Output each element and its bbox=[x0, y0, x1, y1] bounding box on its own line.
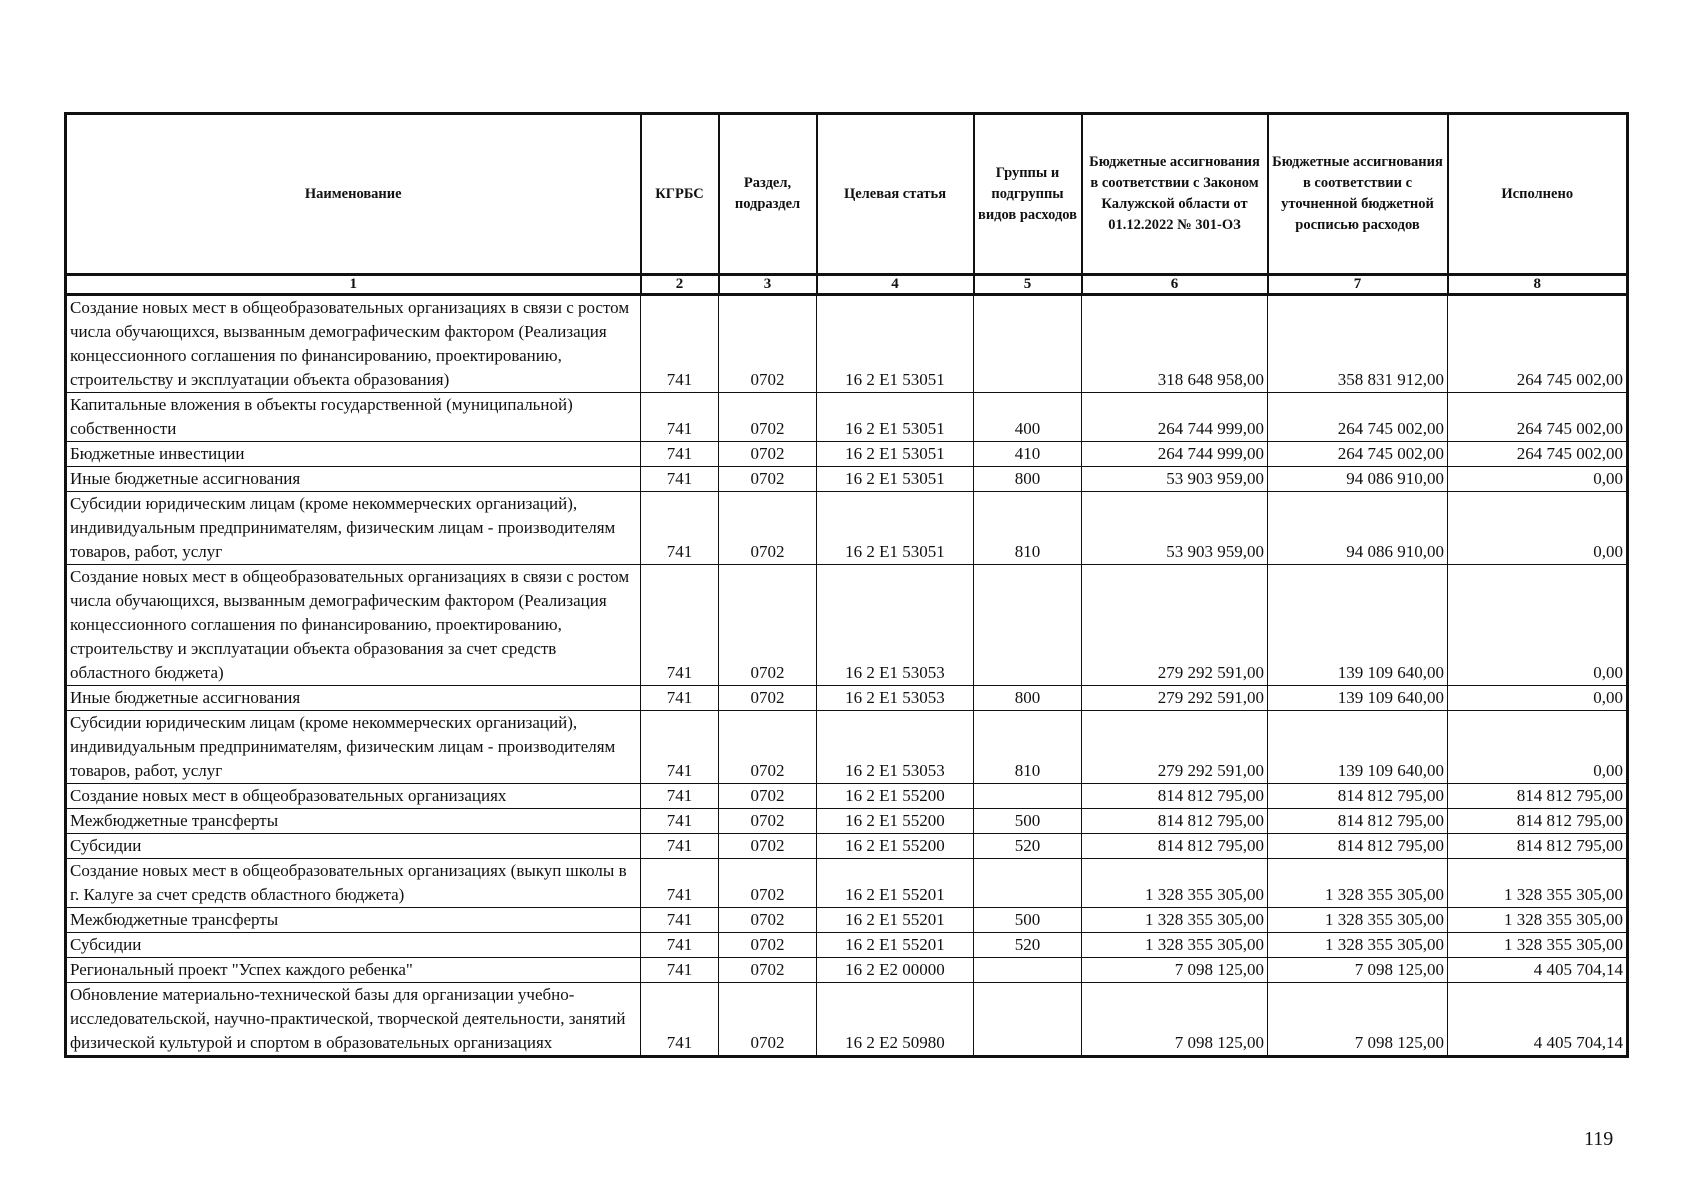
cell-name: Межбюджетные трансферты bbox=[66, 809, 641, 834]
cell-name: Региональный проект "Успех каждого ребенка" bbox=[66, 958, 641, 983]
cell-name: Обновление материально-технической базы для организации учебно-исследовательской, научно-практической, творческой деятельности, занятий физической культурой и спортом в образовательных организациях bbox=[66, 983, 641, 1057]
cell-executed-amount: 4 405 704,14 bbox=[1448, 958, 1628, 983]
cell-kgrbs: 741 bbox=[641, 686, 719, 711]
cell-name: Субсидии юридическим лицам (кроме некоммерческих организаций), индивидуальным предпринимателям, физическим лицам - производителям товаров, работ, услуг bbox=[66, 492, 641, 565]
cell-refined-amount: 1 328 355 305,00 bbox=[1268, 933, 1448, 958]
table-row bbox=[66, 442, 1628, 467]
header-name: Наименование bbox=[66, 114, 641, 275]
cell-kgrbs: 741 bbox=[641, 834, 719, 859]
cell-group bbox=[974, 983, 1082, 1057]
cell-name: Субсидии bbox=[66, 933, 641, 958]
cell-law-amount: 1 328 355 305,00 bbox=[1082, 908, 1268, 933]
cell-name: Капитальные вложения в объекты государственной (муниципальной) собственности bbox=[66, 393, 641, 442]
table-row bbox=[66, 809, 1628, 834]
header-target: Целевая статья bbox=[817, 114, 974, 275]
cell-group: 800 bbox=[974, 467, 1082, 492]
column-number: 1 bbox=[66, 275, 641, 295]
cell-refined-amount: 139 109 640,00 bbox=[1268, 686, 1448, 711]
table-row bbox=[66, 908, 1628, 933]
cell-executed-amount: 0,00 bbox=[1448, 565, 1628, 686]
cell-refined-amount: 139 109 640,00 bbox=[1268, 711, 1448, 784]
table-row bbox=[66, 834, 1628, 859]
cell-section: 0702 bbox=[719, 711, 817, 784]
cell-group: 500 bbox=[974, 908, 1082, 933]
cell-target: 16 2 E1 53051 bbox=[817, 393, 974, 442]
table-row bbox=[66, 565, 1628, 686]
cell-section: 0702 bbox=[719, 933, 817, 958]
column-number: 5 bbox=[974, 275, 1082, 295]
cell-name: Субсидии юридическим лицам (кроме некоммерческих организаций), индивидуальным предпринимателям, физическим лицам - производителям товаров, работ, услуг bbox=[66, 711, 641, 784]
cell-target: 16 2 E1 55201 bbox=[817, 908, 974, 933]
cell-target: 16 2 E1 53053 bbox=[817, 686, 974, 711]
header-executed: Исполнено bbox=[1448, 114, 1628, 275]
cell-kgrbs: 741 bbox=[641, 784, 719, 809]
cell-group: 800 bbox=[974, 686, 1082, 711]
cell-executed-amount: 0,00 bbox=[1448, 711, 1628, 784]
table-row bbox=[66, 467, 1628, 492]
cell-law-amount: 7 098 125,00 bbox=[1082, 958, 1268, 983]
column-number: 4 bbox=[817, 275, 974, 295]
cell-section: 0702 bbox=[719, 467, 817, 492]
cell-group: 500 bbox=[974, 809, 1082, 834]
cell-name: Создание новых мест в общеобразовательных организациях (выкуп школы в г. Калуге за счет средств областного бюджета) bbox=[66, 859, 641, 908]
cell-section: 0702 bbox=[719, 492, 817, 565]
table-row bbox=[66, 393, 1628, 442]
cell-group: 410 bbox=[974, 442, 1082, 467]
cell-group: 400 bbox=[974, 393, 1082, 442]
cell-target: 16 2 E1 53051 bbox=[817, 442, 974, 467]
cell-target: 16 2 E1 53053 bbox=[817, 565, 974, 686]
cell-kgrbs: 741 bbox=[641, 492, 719, 565]
cell-law-amount: 53 903 959,00 bbox=[1082, 492, 1268, 565]
cell-law-amount: 279 292 591,00 bbox=[1082, 565, 1268, 686]
table-row bbox=[66, 784, 1628, 809]
cell-refined-amount: 814 812 795,00 bbox=[1268, 809, 1448, 834]
cell-section: 0702 bbox=[719, 958, 817, 983]
cell-section: 0702 bbox=[719, 393, 817, 442]
cell-kgrbs: 741 bbox=[641, 467, 719, 492]
column-number: 7 bbox=[1268, 275, 1448, 295]
cell-kgrbs: 741 bbox=[641, 983, 719, 1057]
table-row bbox=[66, 711, 1628, 784]
cell-law-amount: 1 328 355 305,00 bbox=[1082, 859, 1268, 908]
table-row bbox=[66, 686, 1628, 711]
header-refined: Бюджетные ассигнования в соответствии с уточненной бюджетной росписью расходов bbox=[1268, 114, 1448, 275]
column-number: 6 bbox=[1082, 275, 1268, 295]
cell-executed-amount: 814 812 795,00 bbox=[1448, 784, 1628, 809]
cell-kgrbs: 741 bbox=[641, 908, 719, 933]
cell-refined-amount: 264 745 002,00 bbox=[1268, 442, 1448, 467]
cell-section: 0702 bbox=[719, 686, 817, 711]
cell-kgrbs: 741 bbox=[641, 711, 719, 784]
table-row bbox=[66, 933, 1628, 958]
cell-executed-amount: 0,00 bbox=[1448, 686, 1628, 711]
cell-refined-amount: 814 812 795,00 bbox=[1268, 834, 1448, 859]
cell-law-amount: 318 648 958,00 bbox=[1082, 295, 1268, 393]
cell-law-amount: 814 812 795,00 bbox=[1082, 784, 1268, 809]
cell-executed-amount: 814 812 795,00 bbox=[1448, 834, 1628, 859]
cell-group: 520 bbox=[974, 834, 1082, 859]
cell-name: Иные бюджетные ассигнования bbox=[66, 686, 641, 711]
header-kgrbs: КГРБС bbox=[641, 114, 719, 275]
cell-refined-amount: 139 109 640,00 bbox=[1268, 565, 1448, 686]
cell-refined-amount: 1 328 355 305,00 bbox=[1268, 908, 1448, 933]
cell-target: 16 2 E1 53053 bbox=[817, 711, 974, 784]
table-row bbox=[66, 859, 1628, 908]
cell-group: 810 bbox=[974, 711, 1082, 784]
cell-group bbox=[974, 295, 1082, 393]
cell-name: Создание новых мест в общеобразовательных организациях в связи с ростом числа обучающихся, вызванным демографическим фактором (Реализация концессионного соглашения по финансированию, проектированию, строительству и эксплуатации объекта образования) bbox=[66, 295, 641, 393]
cell-law-amount: 264 744 999,00 bbox=[1082, 393, 1268, 442]
cell-law-amount: 814 812 795,00 bbox=[1082, 834, 1268, 859]
cell-executed-amount: 1 328 355 305,00 bbox=[1448, 908, 1628, 933]
cell-target: 16 2 E1 53051 bbox=[817, 467, 974, 492]
cell-section: 0702 bbox=[719, 859, 817, 908]
cell-target: 16 2 E2 50980 bbox=[817, 983, 974, 1057]
cell-executed-amount: 1 328 355 305,00 bbox=[1448, 859, 1628, 908]
cell-law-amount: 279 292 591,00 bbox=[1082, 711, 1268, 784]
header-groups: Группы и подгруппы видов расходов bbox=[974, 114, 1082, 275]
cell-name: Межбюджетные трансферты bbox=[66, 908, 641, 933]
cell-refined-amount: 264 745 002,00 bbox=[1268, 393, 1448, 442]
cell-target: 16 2 E1 53051 bbox=[817, 295, 974, 393]
cell-target: 16 2 E1 55201 bbox=[817, 933, 974, 958]
cell-law-amount: 279 292 591,00 bbox=[1082, 686, 1268, 711]
cell-section: 0702 bbox=[719, 834, 817, 859]
cell-target: 16 2 E1 55200 bbox=[817, 809, 974, 834]
cell-refined-amount: 358 831 912,00 bbox=[1268, 295, 1448, 393]
cell-law-amount: 814 812 795,00 bbox=[1082, 809, 1268, 834]
table-row bbox=[66, 983, 1628, 1057]
cell-name: Создание новых мест в общеобразовательных организациях в связи с ростом числа обучающихся, вызванным демографическим фактором (Реализация концессионного соглашения по финансированию, проектированию, строительству и эксплуатации объекта образования за счет средств областного бюджета) bbox=[66, 565, 641, 686]
cell-executed-amount: 1 328 355 305,00 bbox=[1448, 933, 1628, 958]
cell-kgrbs: 741 bbox=[641, 442, 719, 467]
cell-executed-amount: 0,00 bbox=[1448, 492, 1628, 565]
table-row bbox=[66, 492, 1628, 565]
header-section: Раздел, подраздел bbox=[719, 114, 817, 275]
cell-section: 0702 bbox=[719, 784, 817, 809]
cell-section: 0702 bbox=[719, 442, 817, 467]
cell-executed-amount: 264 745 002,00 bbox=[1448, 442, 1628, 467]
cell-kgrbs: 741 bbox=[641, 809, 719, 834]
cell-name: Иные бюджетные ассигнования bbox=[66, 467, 641, 492]
cell-group bbox=[974, 565, 1082, 686]
cell-refined-amount: 7 098 125,00 bbox=[1268, 983, 1448, 1057]
cell-refined-amount: 1 328 355 305,00 bbox=[1268, 859, 1448, 908]
column-number: 8 bbox=[1448, 275, 1628, 295]
cell-law-amount: 53 903 959,00 bbox=[1082, 467, 1268, 492]
cell-section: 0702 bbox=[719, 983, 817, 1057]
cell-executed-amount: 814 812 795,00 bbox=[1448, 809, 1628, 834]
cell-law-amount: 7 098 125,00 bbox=[1082, 983, 1268, 1057]
cell-kgrbs: 741 bbox=[641, 933, 719, 958]
cell-group: 810 bbox=[974, 492, 1082, 565]
cell-executed-amount: 0,00 bbox=[1448, 467, 1628, 492]
cell-section: 0702 bbox=[719, 565, 817, 686]
header-row bbox=[66, 114, 1628, 275]
cell-group: 520 bbox=[974, 933, 1082, 958]
cell-refined-amount: 814 812 795,00 bbox=[1268, 784, 1448, 809]
cell-section: 0702 bbox=[719, 908, 817, 933]
cell-law-amount: 264 744 999,00 bbox=[1082, 442, 1268, 467]
budget-table bbox=[64, 112, 1629, 1058]
cell-target: 16 2 E2 00000 bbox=[817, 958, 974, 983]
cell-target: 16 2 E1 53051 bbox=[817, 492, 974, 565]
cell-kgrbs: 741 bbox=[641, 958, 719, 983]
table-row bbox=[66, 958, 1628, 983]
cell-group bbox=[974, 958, 1082, 983]
cell-section: 0702 bbox=[719, 809, 817, 834]
page-number: 119 bbox=[1584, 1128, 1614, 1150]
header-law: Бюджетные ассигнования в соответствии с Законом Калужской области от 01.12.2022 № 301-ОЗ bbox=[1082, 114, 1268, 275]
cell-kgrbs: 741 bbox=[641, 295, 719, 393]
column-number-row bbox=[66, 275, 1628, 295]
cell-refined-amount: 94 086 910,00 bbox=[1268, 467, 1448, 492]
cell-executed-amount: 264 745 002,00 bbox=[1448, 393, 1628, 442]
cell-section: 0702 bbox=[719, 295, 817, 393]
cell-target: 16 2 E1 55201 bbox=[817, 859, 974, 908]
cell-name: Субсидии bbox=[66, 834, 641, 859]
cell-law-amount: 1 328 355 305,00 bbox=[1082, 933, 1268, 958]
table-body bbox=[66, 295, 1628, 1057]
column-number: 3 bbox=[719, 275, 817, 295]
cell-group bbox=[974, 859, 1082, 908]
cell-kgrbs: 741 bbox=[641, 393, 719, 442]
cell-group bbox=[974, 784, 1082, 809]
cell-name: Бюджетные инвестиции bbox=[66, 442, 641, 467]
table-row bbox=[66, 295, 1628, 393]
cell-executed-amount: 264 745 002,00 bbox=[1448, 295, 1628, 393]
cell-kgrbs: 741 bbox=[641, 859, 719, 908]
cell-executed-amount: 4 405 704,14 bbox=[1448, 983, 1628, 1057]
cell-target: 16 2 E1 55200 bbox=[817, 834, 974, 859]
cell-refined-amount: 7 098 125,00 bbox=[1268, 958, 1448, 983]
column-number: 2 bbox=[641, 275, 719, 295]
cell-kgrbs: 741 bbox=[641, 565, 719, 686]
cell-refined-amount: 94 086 910,00 bbox=[1268, 492, 1448, 565]
cell-name: Создание новых мест в общеобразовательных организациях bbox=[66, 784, 641, 809]
cell-target: 16 2 E1 55200 bbox=[817, 784, 974, 809]
